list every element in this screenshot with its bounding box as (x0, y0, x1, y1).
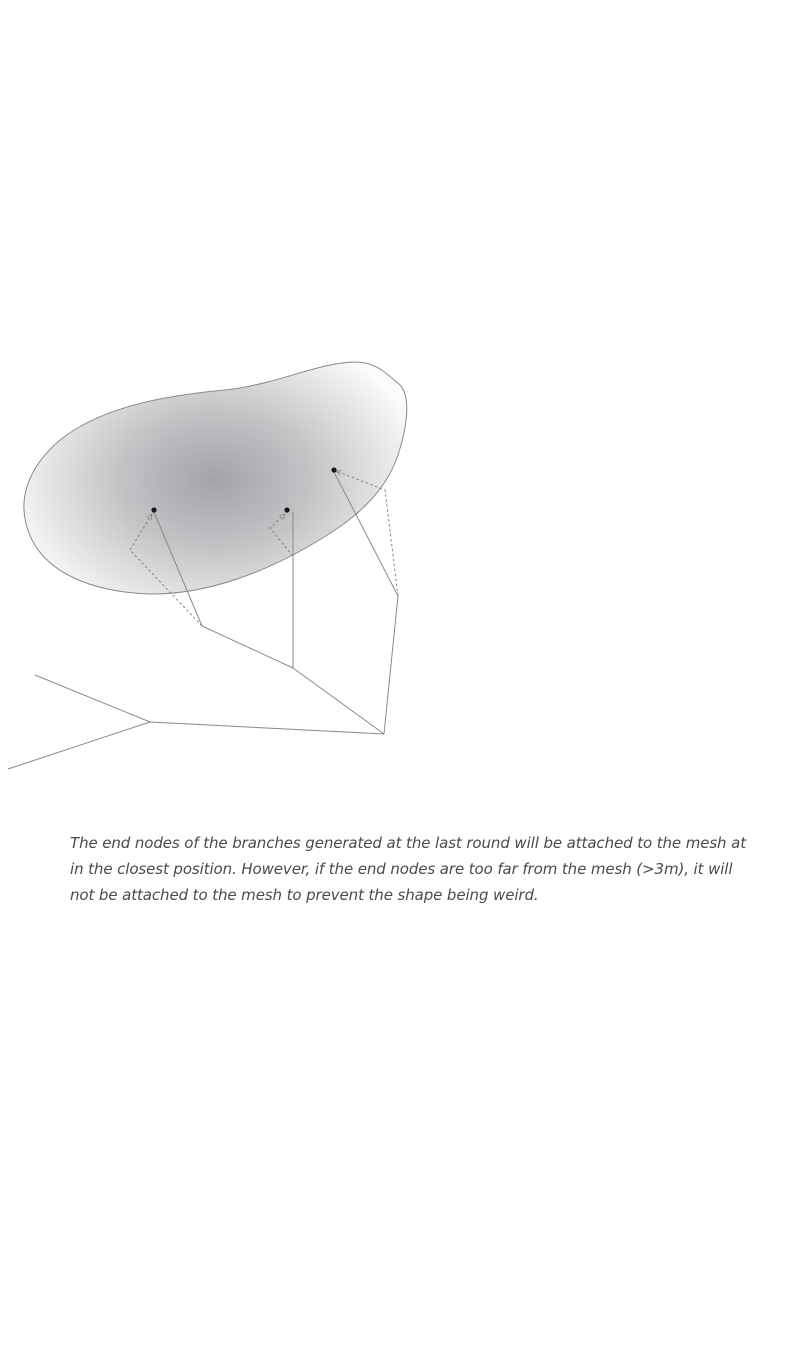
branch-segment (293, 668, 384, 734)
caption-line: not be attached to the mesh to prevent the shape being weird. (70, 886, 539, 904)
mesh-blob (24, 362, 407, 594)
diagram-caption (70, 830, 747, 908)
branch-segment (384, 596, 398, 734)
end-node (331, 467, 336, 472)
caption-line: The end nodes of the branches generated at the last round will be attached to the mesh at (70, 834, 747, 852)
end-node (151, 507, 156, 512)
branch-segment (8, 722, 150, 769)
caption-line: in the closest position. However, if the end nodes are too far from the mesh (>3m), it will (70, 860, 733, 878)
branch-segment (35, 675, 150, 722)
branch-segment (150, 722, 384, 734)
end-node (284, 507, 289, 512)
branch-segment (202, 626, 293, 668)
